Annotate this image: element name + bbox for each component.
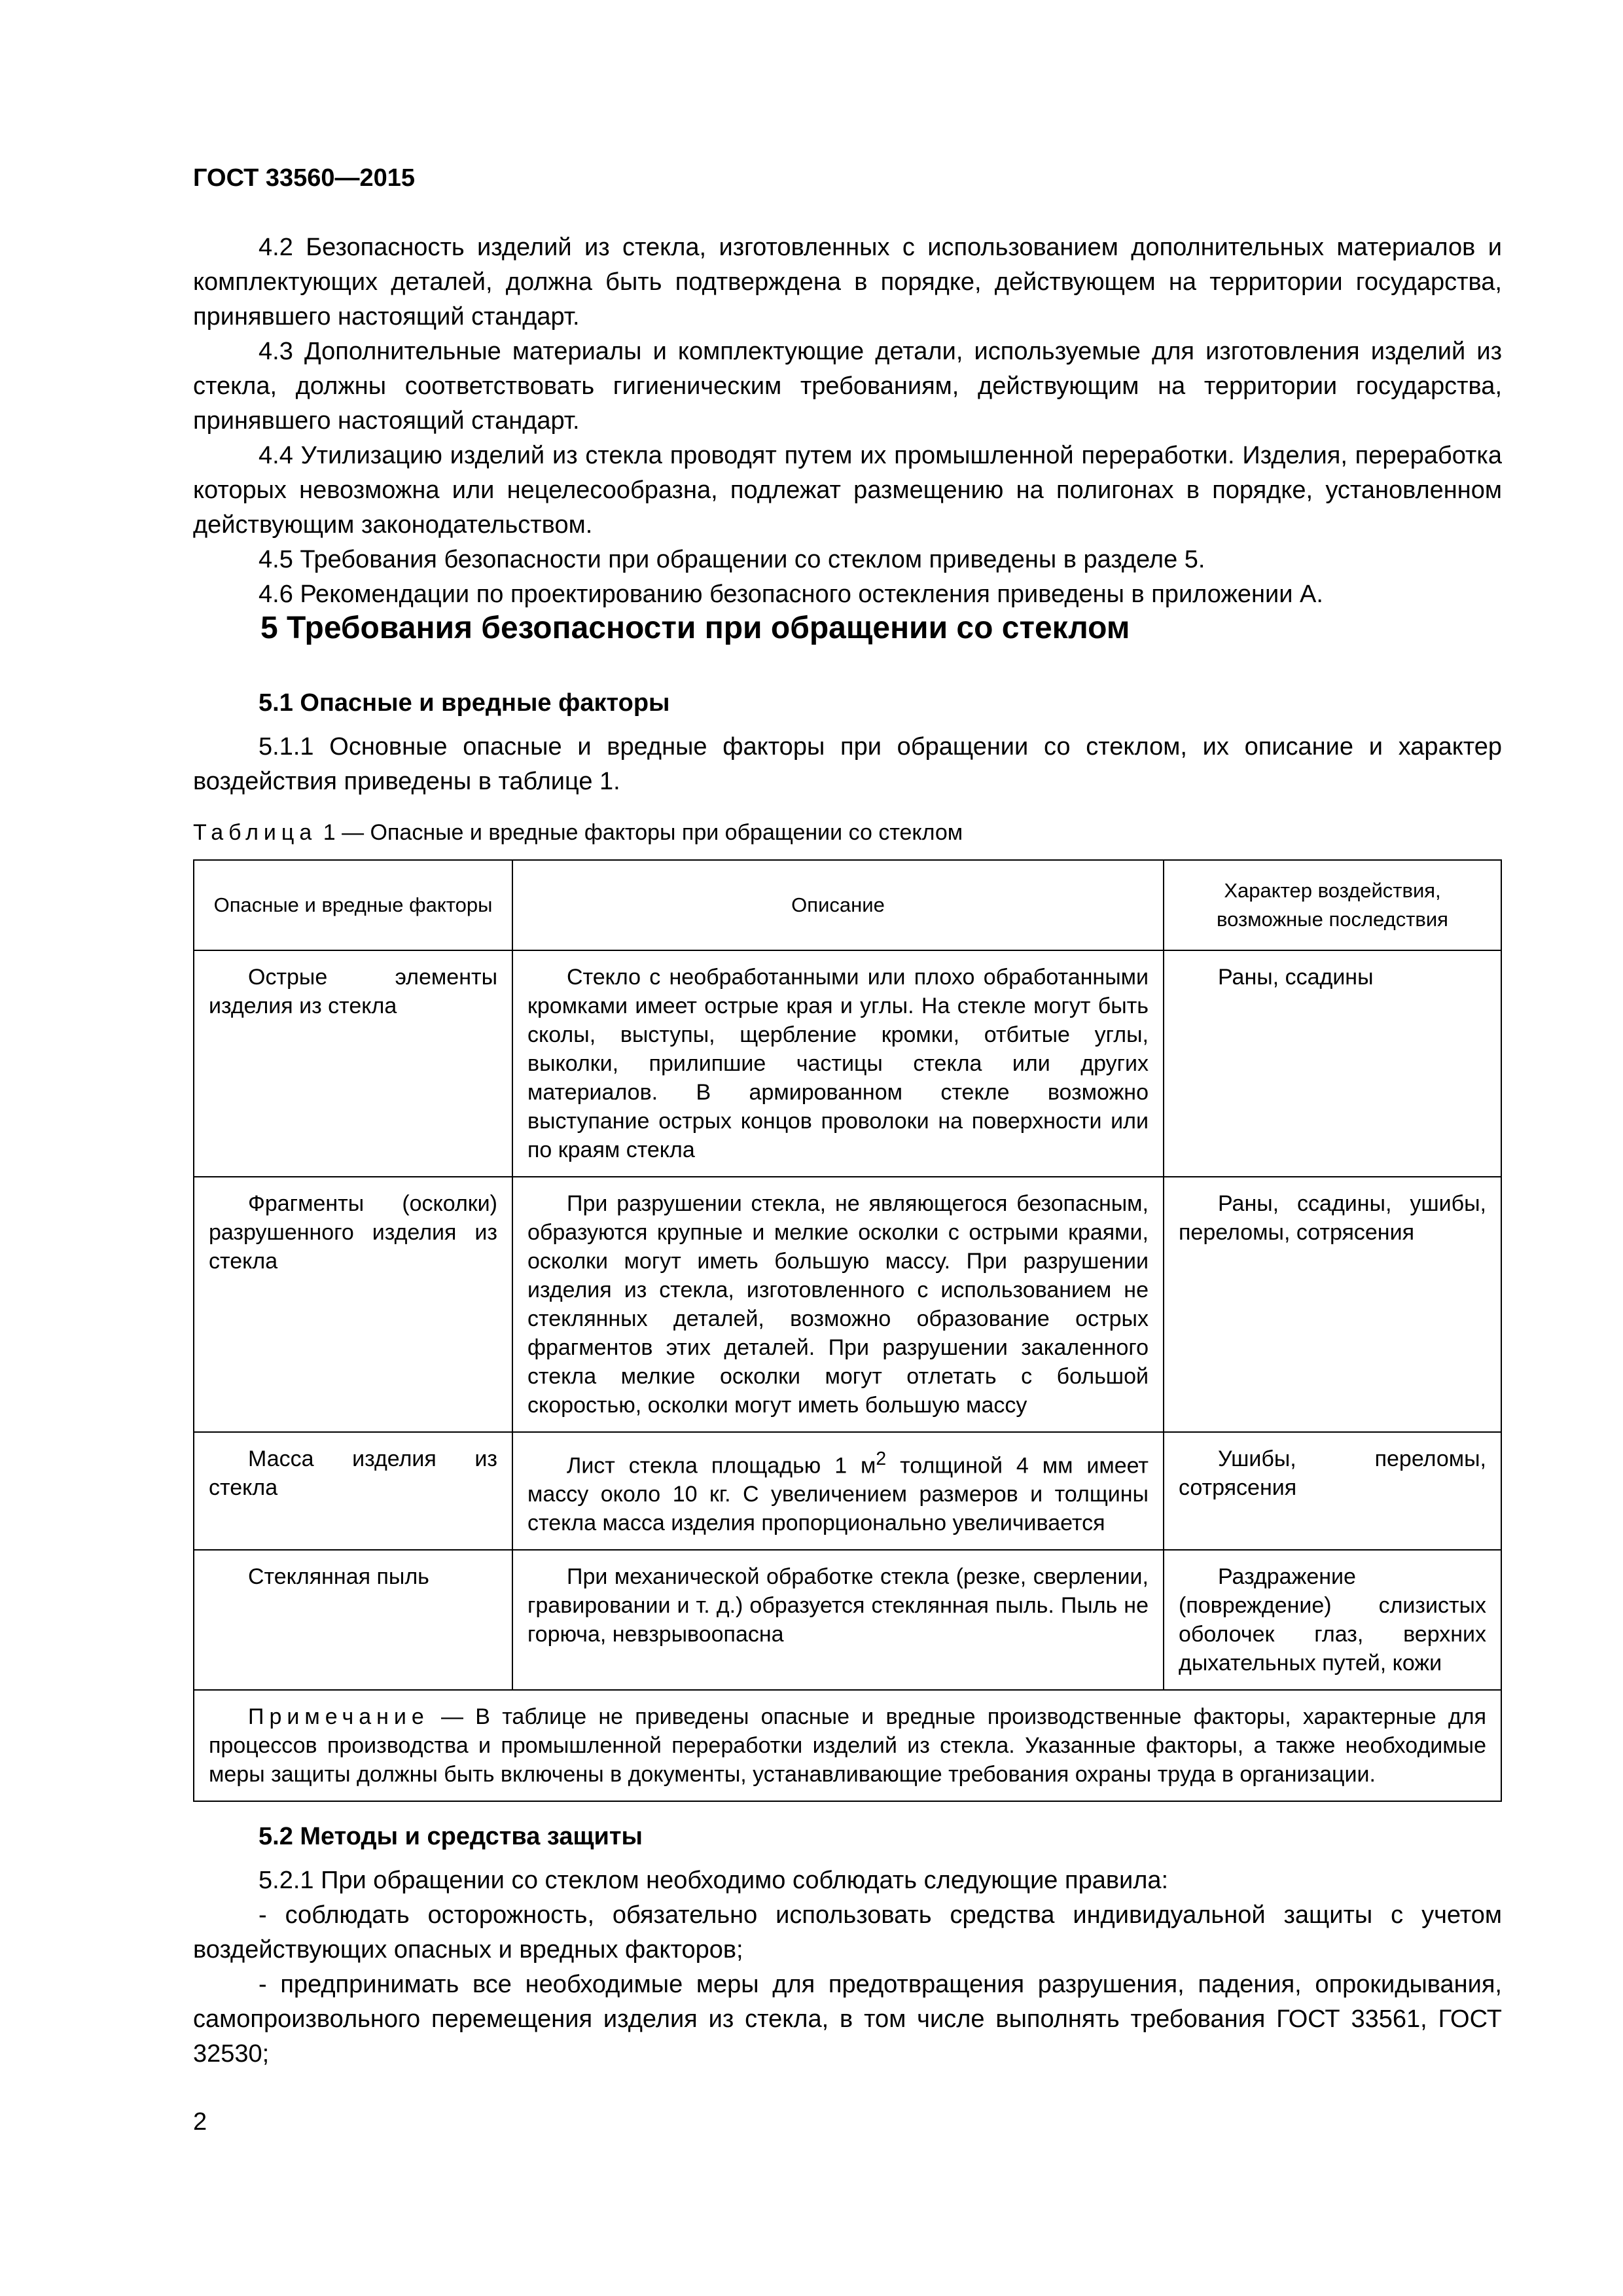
table-caption-text: 1 — Опасные и вредные факторы при обращении со стеклом <box>317 820 963 845</box>
description-cell: Стекло с необработанными или плохо обработанными кромками имеет острые края и углы. На стекле могут быть сколы, выступы, щербление кромки, отбитые углы, выколки, прилипшие частицы стекла или других материалов. В армированном стекле возможно выступание острых концов проволоки на поверхности или по краям стекла <box>512 950 1164 1177</box>
factor-cell: Стеклянная пыль <box>194 1550 512 1690</box>
description-cell: При механической обработке стекла (резке, сверлении, гравировании и т. д.) образуется стеклянная пыль. Пыль не горюча, невзрывоопасна <box>512 1550 1164 1690</box>
effect-cell: Раны, ссадины, ушибы, переломы, сотрясения <box>1164 1177 1501 1432</box>
subsection-5-2-title: 5.2 Методы и средства защиты <box>259 1823 643 1850</box>
note-label: Примечание <box>248 1704 429 1730</box>
intro-text <box>193 230 1502 612</box>
hazard-factors-table <box>193 859 1502 1802</box>
effect-cell: Ушибы, переломы, сотрясения <box>1164 1432 1501 1550</box>
table-row <box>194 950 1501 1177</box>
document-header: ГОСТ 33560—2015 <box>193 164 416 192</box>
table-caption <box>193 818 963 847</box>
paragraph-4-4: 4.4 Утилизацию изделий из стекла проводят путем их промышленной переработки. Изделия, переработка которых невозможна или нецелесообразна, подлежат размещению на полигонах в порядке, установленном действующим законодательством. <box>193 442 1502 539</box>
superscript-2: 2 <box>876 1448 887 1469</box>
section-5-2 <box>193 1820 1502 2072</box>
factor-cell: Острые элементы изделия из стекла <box>194 950 512 1177</box>
paragraph-4-5: 4.5 Требования безопасности при обращении со стеклом приведены в разделе 5. <box>259 546 1205 573</box>
table-row <box>194 1432 1501 1550</box>
subsection-5-1-title: 5.1 Опасные и вредные факторы <box>259 689 670 717</box>
description-cell: Лист стекла площадью 1 $м^2$ толщиной 4 мм имеет массу около 10 кг. С увеличением размеров и толщины стекла масса изделия пропорционально увеличивается <box>512 1432 1164 1550</box>
section-5-title: 5 Требования безопасности при обращении со стеклом <box>260 611 1130 645</box>
page-number: 2 <box>193 2108 207 2136</box>
table-note-row <box>194 1690 1501 1801</box>
paragraph-5-1-1: 5.1.1 Основные опасные и вредные факторы при обращении со стеклом, их описание и характер воздействия приведены в таблице 1. <box>193 733 1502 795</box>
paragraph-4-3: 4.3 Дополнительные материалы и комплектующие детали, используемые для изготовления изделий из стекла, должны соответствовать гигиеническим требованиям, действующим на территории государства, принявшего настоящий стандарт. <box>193 338 1502 435</box>
factor-cell: Фрагменты (осколки) разрушенного изделия из стекла <box>194 1177 512 1432</box>
paragraph-4-6: 4.6 Рекомендации по проектированию безопасного остекления приведены в приложении А. <box>259 581 1323 608</box>
table-caption-label: Таблица <box>193 820 317 845</box>
table-note <box>194 1690 1501 1801</box>
list-item: - предпринимать все необходимые меры для предотвращения разрушения, падения, опрокидывания, самопроизвольного перемещения изделия из стекла, в том числе выполнять требования ГОСТ 33561, ГОСТ 32530; <box>193 1971 1502 2068</box>
factor-cell: Масса изделия из стекла <box>194 1432 512 1550</box>
section-5-1 <box>193 686 1502 799</box>
header-effects: Характер воздействия, возможные последствия <box>1164 860 1501 950</box>
table-row <box>194 1177 1501 1432</box>
table-header-row <box>194 860 1501 950</box>
effect-cell: Раздражение (повреждение) слизистых оболочек глаз, верхних дыхательных путей, кожи <box>1164 1550 1501 1690</box>
note-text: — В таблице не приведены опасные и вредные производственные факторы, характерные для процессов производства и промышленной переработки изделий из стекла. Указанные факторы, а также необходимые меры защиты должны быть включены в документы, устанавливающие требования охраны труда в организации. <box>209 1704 1486 1787</box>
paragraph-5-2-1: 5.2.1 При обращении со стеклом необходимо соблюдать следующие правила: <box>259 1867 1169 1894</box>
paragraph-4-2: 4.2 Безопасность изделий из стекла, изготовленных с использованием дополнительных материалов и комплектующих деталей, должна быть подтверждена в порядке, действующем на территории государства, принявшего настоящий стандарт. <box>193 234 1502 331</box>
table-row <box>194 1550 1501 1690</box>
header-description: Описание <box>512 860 1164 950</box>
header-factors: Опасные и вредные факторы <box>194 860 512 950</box>
list-item: - соблюдать осторожность, обязательно использовать средства индивидуальной защиты с учетом воздействующих опасных и вредных факторов; <box>193 1901 1502 1964</box>
effect-cell: Раны, ссадины <box>1164 950 1501 1177</box>
description-cell: При разрушении стекла, не являющегося безопасным, образуются крупные и мелкие осколки с острыми краями, осколки могут иметь большую массу. При разрушении изделия из стекла, изготовленного с использованием не стеклянных деталей, возможно образование острых фрагментов этих деталей. При разрушении закаленного стекла мелкие осколки могут отлетать с большой скоростью, осколки могут иметь большую массу <box>512 1177 1164 1432</box>
